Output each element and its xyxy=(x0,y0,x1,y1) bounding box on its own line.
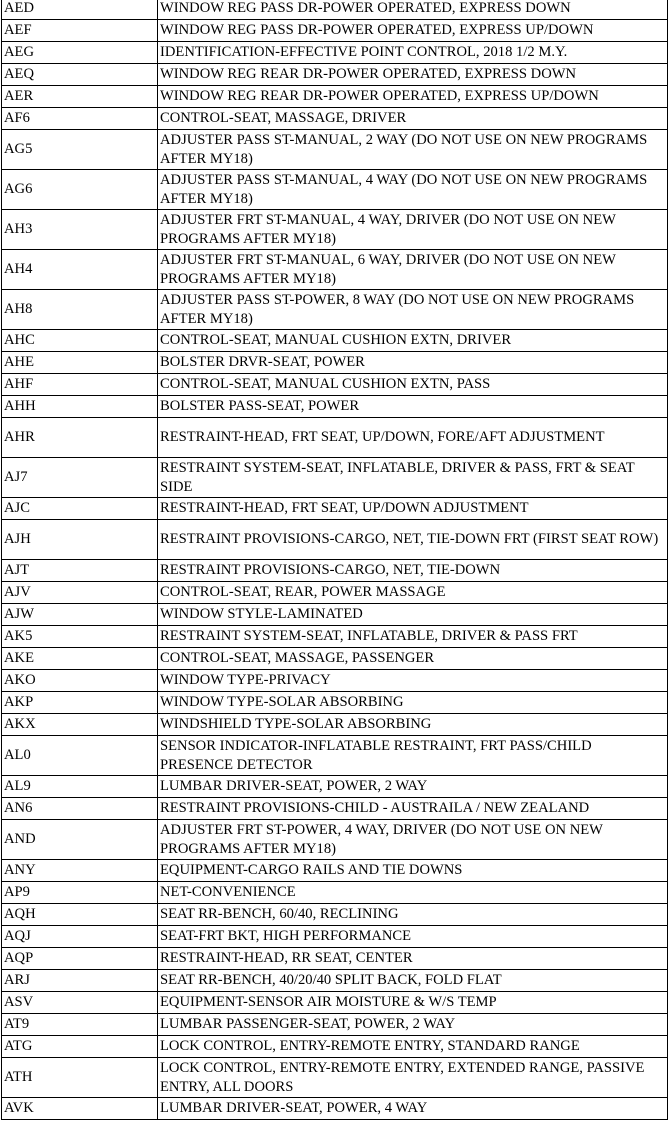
option-description-cell: RESTRAINT PROVISIONS-CARGO, NET, TIE-DOWN FRT (FIRST SEAT ROW) xyxy=(158,520,668,560)
table-row xyxy=(2,520,668,560)
option-description-cell: ADJUSTER FRT ST-MANUAL, 4 WAY, DRIVER (DO NOT USE ON NEW PROGRAMS AFTER MY18) xyxy=(158,210,668,250)
option-description-cell: RESTRAINT-HEAD, RR SEAT, CENTER xyxy=(158,948,668,970)
option-code-cell: ATG xyxy=(2,1036,158,1058)
table-row xyxy=(2,1036,668,1058)
option-description-cell: SEAT RR-BENCH, 40/20/40 SPLIT BACK, FOLD FLAT xyxy=(158,970,668,992)
option-code-cell: AER xyxy=(2,86,158,108)
table-row xyxy=(2,992,668,1014)
table-row xyxy=(2,582,668,604)
option-description-cell: NET-CONVENIENCE xyxy=(158,882,668,904)
option-description-cell: LOCK CONTROL, ENTRY-REMOTE ENTRY, EXTENDED RANGE, PASSIVE ENTRY, ALL DOORS xyxy=(158,1058,668,1098)
option-code-cell: AJT xyxy=(2,560,158,582)
table-row xyxy=(2,130,668,170)
option-code-cell: AQJ xyxy=(2,926,158,948)
option-description-cell: WINDSHIELD TYPE-SOLAR ABSORBING xyxy=(158,714,668,736)
option-code-cell: AP9 xyxy=(2,882,158,904)
option-code-cell: AKO xyxy=(2,670,158,692)
option-description-cell: WINDOW STYLE-LAMINATED xyxy=(158,604,668,626)
table-row xyxy=(2,418,668,458)
table-row xyxy=(2,108,668,130)
table-row xyxy=(2,904,668,926)
option-description-cell: WINDOW TYPE-SOLAR ABSORBING xyxy=(158,692,668,714)
option-code-cell: ATH xyxy=(2,1058,158,1098)
table-row xyxy=(2,692,668,714)
table-row xyxy=(2,86,668,108)
option-code-cell: AEG xyxy=(2,42,158,64)
option-code-cell: AG5 xyxy=(2,130,158,170)
option-description-cell: RESTRAINT-HEAD, FRT SEAT, UP/DOWN, FORE/AFT ADJUSTMENT xyxy=(158,418,668,458)
table-row xyxy=(2,458,668,498)
option-description-cell: LOCK CONTROL, ENTRY-REMOTE ENTRY, STANDARD RANGE xyxy=(158,1036,668,1058)
option-code-cell: AND xyxy=(2,820,158,860)
option-description-cell: CONTROL-SEAT, MASSAGE, PASSENGER xyxy=(158,648,668,670)
option-description-cell: ADJUSTER PASS ST-MANUAL, 4 WAY (DO NOT USE ON NEW PROGRAMS AFTER MY18) xyxy=(158,170,668,210)
option-code-cell: AHH xyxy=(2,396,158,418)
option-code-cell: ASV xyxy=(2,992,158,1014)
option-description-cell: WINDOW TYPE-PRIVACY xyxy=(158,670,668,692)
option-code-cell: AN6 xyxy=(2,798,158,820)
option-code-cell: AH4 xyxy=(2,250,158,290)
option-code-cell: AKE xyxy=(2,648,158,670)
option-description-cell: WINDOW REG PASS DR-POWER OPERATED, EXPRESS UP/DOWN xyxy=(158,20,668,42)
table-row xyxy=(2,926,668,948)
option-code-cell: AHF xyxy=(2,374,158,396)
option-code-cell: AH3 xyxy=(2,210,158,250)
option-description-cell: SEAT RR-BENCH, 60/40, RECLINING xyxy=(158,904,668,926)
option-code-cell: AJW xyxy=(2,604,158,626)
table-row xyxy=(2,714,668,736)
table-row xyxy=(2,42,668,64)
table-row xyxy=(2,560,668,582)
option-description-cell: CONTROL-SEAT, MASSAGE, DRIVER xyxy=(158,108,668,130)
option-code-cell: AF6 xyxy=(2,108,158,130)
option-description-cell: IDENTIFICATION-EFFECTIVE POINT CONTROL, 2018 1/2 M.Y. xyxy=(158,42,668,64)
table-row xyxy=(2,776,668,798)
table-row xyxy=(2,648,668,670)
option-code-cell: AJC xyxy=(2,498,158,520)
option-code-cell: AL9 xyxy=(2,776,158,798)
table-row xyxy=(2,396,668,418)
table-row xyxy=(2,0,668,20)
option-description-cell: ADJUSTER FRT ST-POWER, 4 WAY, DRIVER (DO NOT USE ON NEW PROGRAMS AFTER MY18) xyxy=(158,820,668,860)
option-description-cell: LUMBAR DRIVER-SEAT, POWER, 4 WAY xyxy=(158,1098,668,1120)
table-row xyxy=(2,670,668,692)
option-code-rows xyxy=(2,0,668,1120)
option-code-cell: ARJ xyxy=(2,970,158,992)
table-row xyxy=(2,290,668,330)
option-description-cell: ADJUSTER PASS ST-MANUAL, 2 WAY (DO NOT USE ON NEW PROGRAMS AFTER MY18) xyxy=(158,130,668,170)
option-code-cell: AVK xyxy=(2,1098,158,1120)
option-code-cell: AL0 xyxy=(2,736,158,776)
table-row xyxy=(2,352,668,374)
option-code-cell: AT9 xyxy=(2,1014,158,1036)
table-row xyxy=(2,330,668,352)
option-code-cell: AEF xyxy=(2,20,158,42)
option-description-cell: WINDOW REG PASS DR-POWER OPERATED, EXPRESS DOWN xyxy=(158,0,668,20)
table-row xyxy=(2,498,668,520)
option-description-cell: EQUIPMENT-SENSOR AIR MOISTURE & W/S TEMP xyxy=(158,992,668,1014)
table-row xyxy=(2,798,668,820)
table-row xyxy=(2,626,668,648)
option-description-cell: ADJUSTER PASS ST-POWER, 8 WAY (DO NOT USE ON NEW PROGRAMS AFTER MY18) xyxy=(158,290,668,330)
table-row xyxy=(2,1058,668,1098)
option-code-cell: AHR xyxy=(2,418,158,458)
option-description-cell: LUMBAR PASSENGER-SEAT, POWER, 2 WAY xyxy=(158,1014,668,1036)
table-row xyxy=(2,250,668,290)
option-description-cell: BOLSTER PASS-SEAT, POWER xyxy=(158,396,668,418)
option-code-cell: AK5 xyxy=(2,626,158,648)
option-description-cell: CONTROL-SEAT, REAR, POWER MASSAGE xyxy=(158,582,668,604)
option-code-cell: ANY xyxy=(2,860,158,882)
option-code-cell: AKP xyxy=(2,692,158,714)
option-code-cell: AH8 xyxy=(2,290,158,330)
option-code-cell: AQH xyxy=(2,904,158,926)
option-code-cell: AED xyxy=(2,0,158,20)
table-row xyxy=(2,374,668,396)
option-code-cell: AKX xyxy=(2,714,158,736)
table-row xyxy=(2,1098,668,1120)
option-code-cell: AJ7 xyxy=(2,458,158,498)
option-code-cell: AJH xyxy=(2,520,158,560)
option-description-cell: RESTRAINT PROVISIONS-CHILD - AUSTRAILA / NEW ZEALAND xyxy=(158,798,668,820)
option-code-cell: AHE xyxy=(2,352,158,374)
option-code-cell: AG6 xyxy=(2,170,158,210)
option-description-cell: SEAT-FRT BKT, HIGH PERFORMANCE xyxy=(158,926,668,948)
table-row xyxy=(2,1014,668,1036)
option-description-cell: EQUIPMENT-CARGO RAILS AND TIE DOWNS xyxy=(158,860,668,882)
option-code-cell: AQP xyxy=(2,948,158,970)
table-row xyxy=(2,604,668,626)
table-row xyxy=(2,736,668,776)
table-row xyxy=(2,20,668,42)
option-description-cell: CONTROL-SEAT, MANUAL CUSHION EXTN, PASS xyxy=(158,374,668,396)
option-code-table xyxy=(1,0,668,1120)
table-row xyxy=(2,860,668,882)
option-description-cell: WINDOW REG REAR DR-POWER OPERATED, EXPRESS DOWN xyxy=(158,64,668,86)
option-description-cell: ADJUSTER FRT ST-MANUAL, 6 WAY, DRIVER (DO NOT USE ON NEW PROGRAMS AFTER MY18) xyxy=(158,250,668,290)
table-row xyxy=(2,64,668,86)
table-row xyxy=(2,210,668,250)
table-row xyxy=(2,948,668,970)
table-row xyxy=(2,820,668,860)
option-code-cell: AEQ xyxy=(2,64,158,86)
option-description-cell: CONTROL-SEAT, MANUAL CUSHION EXTN, DRIVER xyxy=(158,330,668,352)
option-description-cell: RESTRAINT-HEAD, FRT SEAT, UP/DOWN ADJUSTMENT xyxy=(158,498,668,520)
option-description-cell: RESTRAINT PROVISIONS-CARGO, NET, TIE-DOWN xyxy=(158,560,668,582)
option-description-cell: WINDOW REG REAR DR-POWER OPERATED, EXPRESS UP/DOWN xyxy=(158,86,668,108)
table-row xyxy=(2,170,668,210)
option-description-cell: LUMBAR DRIVER-SEAT, POWER, 2 WAY xyxy=(158,776,668,798)
table-row xyxy=(2,970,668,992)
table-row xyxy=(2,882,668,904)
option-description-cell: RESTRAINT SYSTEM-SEAT, INFLATABLE, DRIVER & PASS, FRT & SEAT SIDE xyxy=(158,458,668,498)
option-description-cell: SENSOR INDICATOR-INFLATABLE RESTRAINT, FRT PASS/CHILD PRESENCE DETECTOR xyxy=(158,736,668,776)
option-description-cell: RESTRAINT SYSTEM-SEAT, INFLATABLE, DRIVER & PASS FRT xyxy=(158,626,668,648)
option-code-cell: AJV xyxy=(2,582,158,604)
option-description-cell: BOLSTER DRVR-SEAT, POWER xyxy=(158,352,668,374)
option-code-cell: AHC xyxy=(2,330,158,352)
